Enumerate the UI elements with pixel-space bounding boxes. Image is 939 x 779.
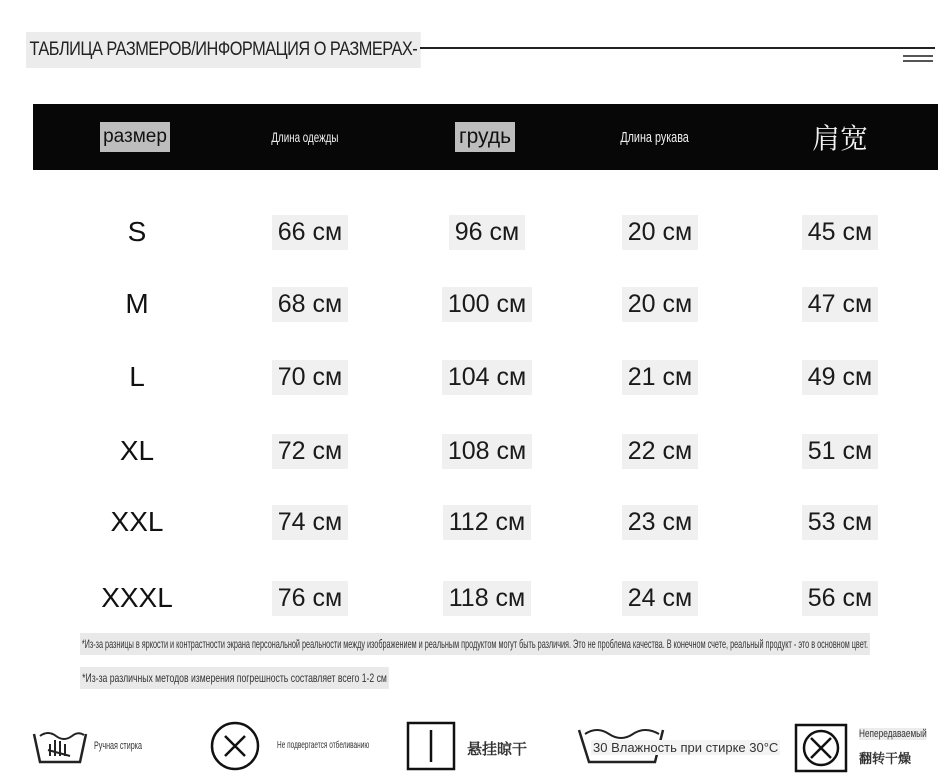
cell-value: 22 см [622,434,698,469]
cell-sleeve-length [585,502,735,542]
cell-value: 51 см [802,434,878,469]
cell-chest [412,357,562,397]
title-divider [420,47,935,49]
cell-value: 49 см [802,360,878,395]
cell-size: XL [119,435,155,466]
cell-sleeve-length [585,431,735,471]
cell-garment-length [235,284,385,324]
care-label-wash-30: 30 Влажность при стирке 30°C [593,740,779,755]
note-measurement-error: *Из-за различных методов измерения погрешность составляет всего 1-2 см [80,667,389,689]
hang-dry-icon [405,720,457,772]
cell-garment-length [235,431,385,471]
cell-size: S [127,216,147,247]
cell-chest [412,212,562,252]
hand-wash-icon [30,722,90,770]
cell-value: 104 см [442,360,532,395]
cell-sleeve-length [585,357,735,397]
cell-value: 56 см [802,581,878,616]
cell-value: 20 см [622,287,698,322]
cell-garment-length [235,357,385,397]
care-label-no-bleach: Не подвергается отбеливанию [277,740,370,751]
cell-size: XXXL [101,582,173,613]
care-no-bleach [205,712,375,776]
care-hand-wash [30,712,170,776]
cell-value: 100 см [442,287,532,322]
cell-value: 20 см [622,215,698,250]
cell-value: 47 см [802,287,878,322]
cell-size: M [125,288,149,319]
cell-value: 53 см [802,505,878,540]
cell-value: 21 см [622,360,698,395]
header-sleeve-length: Длина рукава [620,128,690,146]
cell-chest [412,502,562,542]
cell-value: 108 см [442,434,532,469]
care-label-hand-wash: Ручная стирка [94,740,142,752]
no-bleach-icon [205,720,265,772]
cell-chest [412,578,562,618]
menu-icon [903,55,933,65]
cell-chest [412,431,562,471]
cell-value: 45 см [802,215,878,250]
cell-garment-length [235,212,385,252]
cell-sleeve-length [585,578,735,618]
page-title: ТАБЛИЦА РАЗМЕРОВ/ИНФОРМАЦИЯ О РАЗМЕРАХ- [26,32,421,68]
cell-size: XXL [110,506,164,537]
cell-value: 112 см [443,505,532,540]
cell-value: 66 см [272,215,348,250]
header-chest: грудь [430,104,540,170]
cell-value: 24 см [622,581,698,616]
care-label-no-tumble-dry-cn: 翻转干燥 [859,751,912,766]
cell-garment-length [235,578,385,618]
cell-shoulder-width [765,212,915,252]
cell-shoulder-width [765,284,915,324]
care-label-hang-dry: 悬挂晾干 [467,741,528,758]
cell-sleeve-length [585,284,735,324]
header-garment-length: Длина одежды [271,129,339,145]
cell-value: 74 см [272,505,348,540]
care-wash-30 [575,712,779,776]
cell-garment-length [235,502,385,542]
no-tumble-dry-icon [793,722,849,774]
cell-shoulder-width [765,502,915,542]
cell-value: 96 см [449,215,525,250]
care-label-no-tumble-dry: Непередаваемый [859,728,927,740]
cell-value: 118 см [443,581,532,616]
cell-value: 72 см [272,434,348,469]
note-color-disclaimer: *Из-за разницы в яркости и контрастности экрана персональной реальности между изображением и реальным продуктом могут быть различия. Это не проблема качества. В конечном счете, реальный продукт - это в основном цвет. [80,633,870,655]
cell-chest [412,284,562,324]
cell-value: 70 см [272,360,348,395]
cell-value: 23 см [622,505,698,540]
cell-size: L [129,361,145,392]
cell-shoulder-width [765,578,915,618]
cell-value: 68 см [272,287,348,322]
care-hang-dry [405,712,565,776]
header-shoulder-width: 肩宽 [811,123,868,154]
care-no-tumble-dry [793,712,938,776]
cell-sleeve-length [585,212,735,252]
header-size: размер [80,104,190,170]
cell-shoulder-width [765,357,915,397]
cell-shoulder-width [765,431,915,471]
cell-value: 76 см [272,581,348,616]
